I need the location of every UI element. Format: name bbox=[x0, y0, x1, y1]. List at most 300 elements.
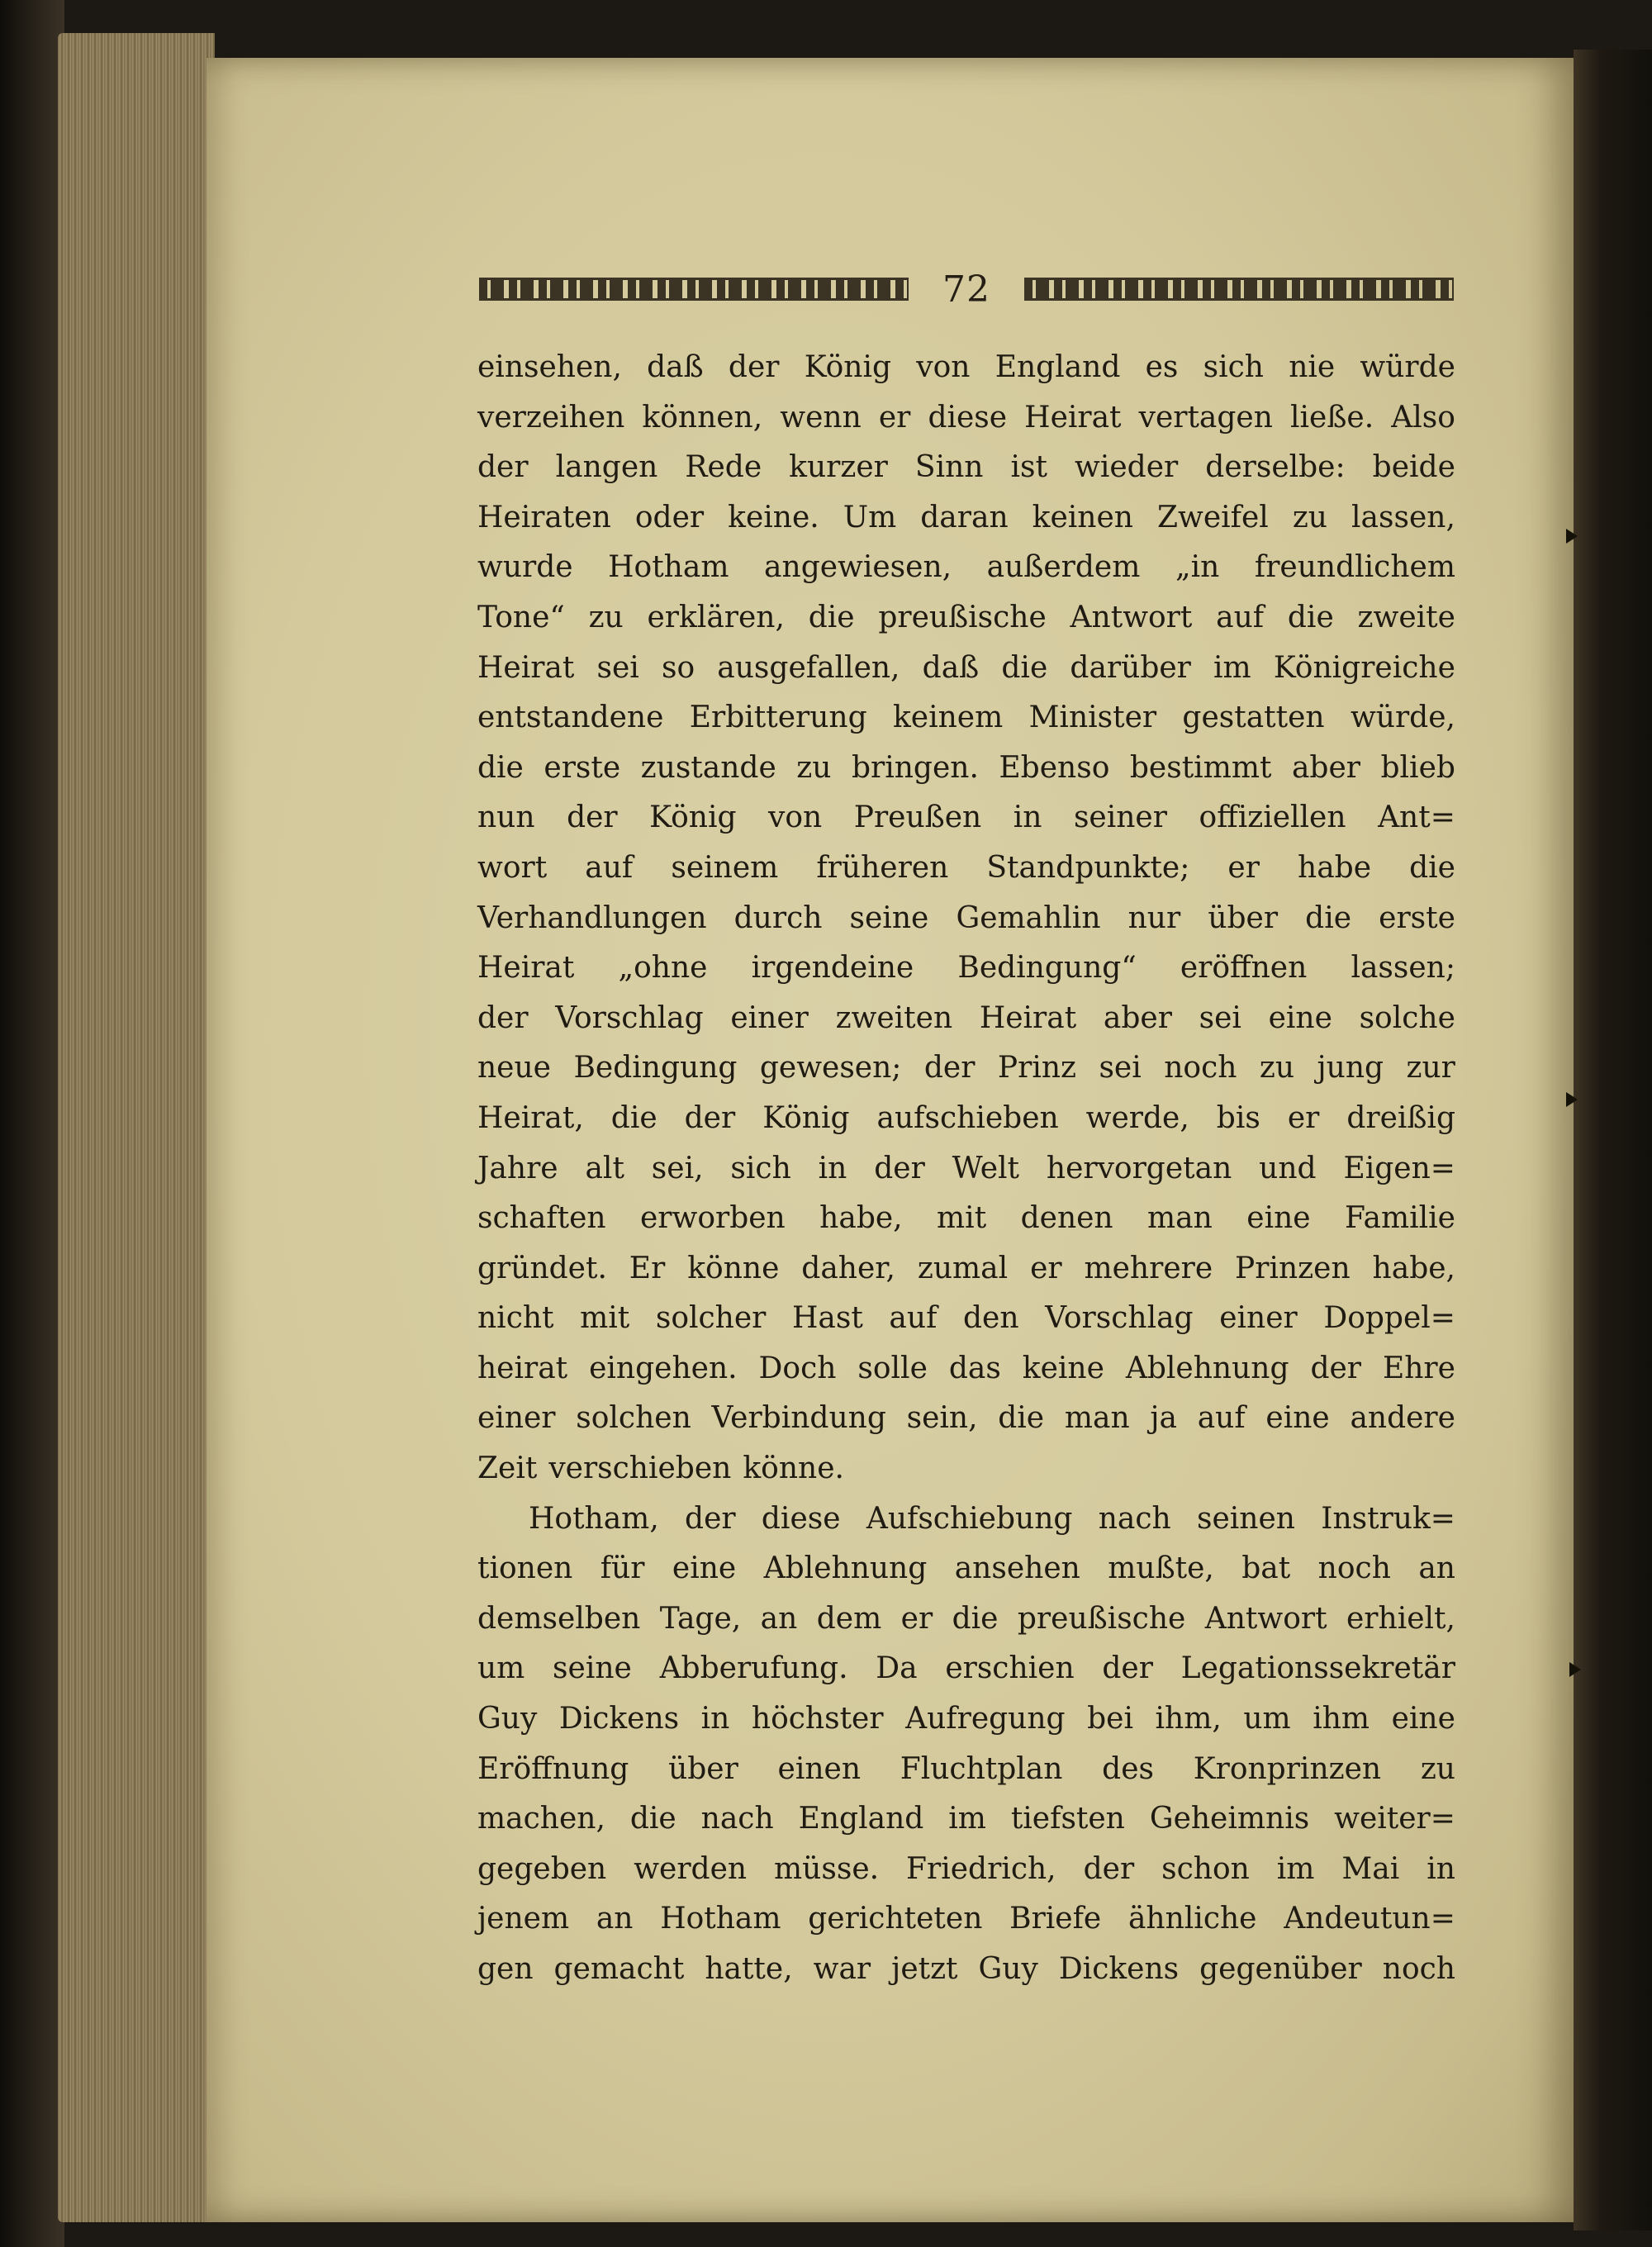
text-line bbox=[477, 1745, 1455, 1795]
word: Fluchtplan bbox=[900, 1751, 1063, 1786]
text-line bbox=[477, 943, 1455, 994]
word: Ablehnung bbox=[1125, 1351, 1289, 1385]
word: gegenüber bbox=[1199, 1952, 1362, 1986]
word: verzeihen bbox=[477, 400, 625, 435]
word: könne bbox=[687, 1251, 780, 1285]
word: habe, bbox=[1372, 1251, 1455, 1285]
word: Bedingung“ bbox=[957, 951, 1137, 986]
word: solchen bbox=[576, 1401, 691, 1436]
text-line bbox=[477, 693, 1455, 743]
text-line bbox=[477, 1845, 1455, 1895]
word: des bbox=[1102, 1751, 1154, 1786]
word: König bbox=[804, 350, 892, 384]
word: auf bbox=[585, 850, 634, 885]
word: im bbox=[948, 1802, 986, 1836]
word: mehrere bbox=[1084, 1251, 1213, 1285]
text-line bbox=[477, 1144, 1455, 1195]
word: ließe. bbox=[1290, 400, 1374, 435]
text-line bbox=[477, 1244, 1455, 1295]
word: schaften bbox=[477, 1201, 606, 1236]
word: gestatten bbox=[1182, 701, 1325, 735]
word: Aufregung bbox=[905, 1702, 1066, 1736]
page-number: 72 bbox=[942, 268, 990, 311]
word: er bbox=[1227, 850, 1260, 885]
word: erste bbox=[1379, 900, 1455, 935]
word: Eigen= bbox=[1343, 1151, 1455, 1185]
word: habe, bbox=[819, 1201, 903, 1236]
word: England bbox=[798, 1802, 924, 1836]
word: jetzt bbox=[891, 1952, 958, 1986]
word: zweiten bbox=[835, 1000, 953, 1035]
word: nie bbox=[1289, 350, 1336, 384]
text-line bbox=[477, 1544, 1455, 1594]
word: oder bbox=[634, 500, 705, 534]
word: ihm bbox=[1313, 1702, 1370, 1736]
ornament-right-icon bbox=[1024, 278, 1454, 301]
word: ansehen bbox=[954, 1551, 1080, 1586]
word: zweite bbox=[1357, 600, 1455, 634]
word: könne. bbox=[743, 1451, 844, 1486]
text-line bbox=[477, 1894, 1455, 1945]
word: werde, bbox=[1085, 1100, 1189, 1135]
word: andere bbox=[1350, 1401, 1455, 1436]
word: erklären, bbox=[647, 600, 785, 634]
word: bis bbox=[1216, 1100, 1260, 1135]
word: Ablehnung bbox=[763, 1551, 928, 1586]
text-line bbox=[477, 1694, 1455, 1745]
word: bei bbox=[1087, 1702, 1133, 1736]
text-line bbox=[477, 1194, 1455, 1244]
word: Ehre bbox=[1382, 1351, 1455, 1385]
word: zumal bbox=[917, 1251, 1009, 1285]
word: Heirat bbox=[979, 1000, 1077, 1035]
word: die bbox=[610, 1100, 657, 1135]
word: Verhandlungen bbox=[477, 900, 707, 935]
word: Legationssekretär bbox=[1180, 1651, 1455, 1686]
word: ausgefallen, bbox=[717, 650, 900, 685]
word: darüber bbox=[1070, 650, 1191, 685]
word: Tage, bbox=[659, 1601, 742, 1636]
word: „ohne bbox=[618, 951, 708, 986]
word: Hast bbox=[792, 1301, 863, 1336]
word: das bbox=[948, 1351, 1001, 1385]
word: höchster bbox=[751, 1702, 884, 1736]
word: den bbox=[963, 1301, 1019, 1336]
word: Königreiche bbox=[1273, 650, 1455, 685]
word: tiefsten bbox=[1010, 1802, 1125, 1836]
word: seine bbox=[849, 900, 929, 935]
word: Heirat bbox=[1024, 400, 1122, 435]
word: die bbox=[1409, 850, 1455, 885]
word: Er bbox=[629, 1251, 666, 1285]
word: keine. bbox=[728, 500, 819, 534]
book-cover-edge bbox=[0, 0, 64, 2247]
book-gutter bbox=[1574, 50, 1652, 2230]
word: gründet. bbox=[477, 1251, 607, 1285]
word: Mai bbox=[1341, 1851, 1400, 1886]
text-line bbox=[477, 1945, 1455, 1995]
word: in bbox=[1427, 1851, 1455, 1886]
word: Gemahlin bbox=[956, 900, 1101, 935]
word: eine bbox=[1246, 1201, 1311, 1236]
word: Aufschiebung bbox=[866, 1501, 1073, 1536]
word: Sinn bbox=[914, 450, 984, 485]
word: mußte, bbox=[1108, 1551, 1214, 1586]
text-line bbox=[477, 843, 1455, 894]
word: dem bbox=[816, 1601, 882, 1636]
word: Hotham bbox=[608, 550, 729, 585]
word: seinen bbox=[1197, 1501, 1295, 1536]
word: sei, bbox=[651, 1151, 704, 1185]
word: tionen bbox=[477, 1551, 573, 1586]
word: Zeit bbox=[477, 1451, 538, 1486]
word: weiter= bbox=[1334, 1802, 1455, 1836]
word: dreißig bbox=[1346, 1100, 1455, 1135]
word: jung bbox=[1317, 1051, 1384, 1085]
word: der bbox=[1310, 1351, 1362, 1385]
word: Ebenso bbox=[999, 750, 1110, 785]
word: er bbox=[1030, 1251, 1062, 1285]
text-line bbox=[477, 644, 1455, 694]
word: Verbindung bbox=[711, 1401, 886, 1436]
word: auf bbox=[1197, 1401, 1246, 1436]
page-stack bbox=[58, 33, 215, 2222]
word: im bbox=[1276, 1851, 1315, 1886]
word: einer bbox=[477, 1401, 556, 1436]
word: aber bbox=[1291, 750, 1360, 785]
text-line bbox=[477, 1644, 1455, 1694]
word: preußische bbox=[878, 600, 1047, 634]
word: auf bbox=[1216, 600, 1265, 634]
word: lassen; bbox=[1351, 951, 1455, 986]
word: König bbox=[649, 800, 737, 835]
text-line bbox=[477, 543, 1455, 593]
word: Prinzen bbox=[1235, 1251, 1351, 1285]
word: langen bbox=[555, 450, 658, 485]
text-line bbox=[477, 1094, 1455, 1144]
word: zu bbox=[1292, 500, 1327, 534]
word: Guy bbox=[477, 1702, 538, 1736]
word: der bbox=[923, 1051, 976, 1085]
word: Heirat, bbox=[477, 1100, 584, 1135]
word: bringen. bbox=[851, 750, 979, 785]
word: aber bbox=[1103, 1000, 1172, 1035]
word: die bbox=[952, 1601, 999, 1636]
text-line bbox=[477, 443, 1455, 493]
word: Friedrich, bbox=[906, 1851, 1056, 1886]
word: noch bbox=[1164, 1051, 1237, 1085]
word: nach bbox=[700, 1802, 774, 1836]
word: bestimmt bbox=[1129, 750, 1272, 785]
word: sei bbox=[1199, 1000, 1241, 1035]
word: zu bbox=[1420, 1751, 1455, 1786]
word: noch bbox=[1317, 1551, 1391, 1586]
word: daher, bbox=[801, 1251, 895, 1285]
word: der bbox=[567, 800, 618, 835]
word: Eröffnung bbox=[477, 1751, 629, 1786]
word: diese bbox=[761, 1501, 841, 1536]
word: Hotham bbox=[660, 1902, 781, 1936]
word: seinem bbox=[671, 850, 779, 885]
word: erworben bbox=[640, 1201, 786, 1236]
word: Welt bbox=[952, 1151, 1020, 1185]
word: an bbox=[760, 1601, 798, 1636]
margin-mark-icon bbox=[1566, 1092, 1578, 1107]
word: er bbox=[900, 1601, 933, 1636]
word: zur bbox=[1406, 1051, 1455, 1085]
word: nach bbox=[1098, 1501, 1171, 1536]
word: einer bbox=[730, 1000, 809, 1035]
word: der bbox=[477, 450, 529, 485]
word: Briefe bbox=[1009, 1902, 1102, 1936]
word: denen bbox=[1020, 1201, 1113, 1236]
word: blieb bbox=[1380, 750, 1455, 785]
word: Vorschlag bbox=[555, 1000, 704, 1035]
word: Doch bbox=[758, 1351, 837, 1385]
word: Also bbox=[1391, 400, 1455, 435]
word: daran bbox=[920, 500, 1009, 534]
word: demselben bbox=[477, 1601, 641, 1636]
word: zu bbox=[588, 600, 624, 634]
word: seine bbox=[553, 1651, 632, 1686]
word: gewesen; bbox=[759, 1051, 902, 1085]
word: eine bbox=[1391, 1702, 1455, 1736]
word: Tone“ bbox=[477, 600, 565, 634]
word: für bbox=[600, 1551, 645, 1586]
word: Andeutun= bbox=[1284, 1902, 1455, 1936]
word: Doppel= bbox=[1323, 1301, 1455, 1336]
text-line bbox=[477, 593, 1455, 644]
word: der bbox=[728, 350, 780, 384]
word: irgendeine bbox=[751, 951, 914, 986]
text-line bbox=[477, 743, 1455, 794]
word: sich bbox=[1203, 350, 1264, 384]
word: ähnliche bbox=[1127, 1902, 1257, 1936]
word: um bbox=[1243, 1702, 1291, 1736]
word: Bedingung bbox=[573, 1051, 738, 1085]
word: solche bbox=[1359, 1000, 1455, 1035]
word: die bbox=[1305, 900, 1352, 935]
word: um bbox=[477, 1651, 525, 1686]
margin-mark-icon bbox=[1566, 529, 1578, 544]
word: gemacht bbox=[553, 1952, 685, 1986]
word: von bbox=[916, 350, 971, 384]
word: einer bbox=[1219, 1301, 1298, 1336]
word: vertagen bbox=[1138, 400, 1273, 435]
word: von bbox=[768, 800, 823, 835]
word: im bbox=[1213, 650, 1251, 685]
word: wort bbox=[477, 850, 548, 885]
word: Instruk= bbox=[1321, 1501, 1455, 1536]
word: die bbox=[477, 750, 524, 785]
word: keinem bbox=[892, 701, 1004, 735]
word: verschieben bbox=[548, 1451, 732, 1486]
word: freundlichem bbox=[1254, 550, 1455, 585]
word: mit bbox=[937, 1201, 987, 1236]
word: die bbox=[1001, 650, 1048, 685]
word: lassen, bbox=[1351, 500, 1455, 534]
word: der bbox=[685, 1501, 736, 1536]
word: Dickens bbox=[1058, 1952, 1180, 1986]
word: hatte, bbox=[705, 1952, 793, 1986]
word: Minister bbox=[1028, 701, 1157, 735]
word: außerdem bbox=[986, 550, 1141, 585]
word: gerichteten bbox=[808, 1902, 983, 1936]
word: eine bbox=[1268, 1000, 1332, 1035]
word: früheren bbox=[816, 850, 949, 885]
word: König bbox=[762, 1100, 850, 1135]
text-line bbox=[477, 994, 1455, 1044]
word: derselbe: bbox=[1205, 450, 1346, 485]
word: wurde bbox=[477, 550, 573, 585]
word: England bbox=[995, 350, 1121, 384]
word: schon bbox=[1161, 1851, 1250, 1886]
word: war bbox=[813, 1952, 871, 1986]
word: Ant= bbox=[1378, 800, 1455, 835]
word: zu bbox=[796, 750, 832, 785]
word: Antwort bbox=[1204, 1601, 1327, 1636]
word: die bbox=[629, 1802, 676, 1836]
word: kurzer bbox=[789, 450, 888, 485]
word: zu bbox=[1259, 1051, 1295, 1085]
word: wieder bbox=[1075, 450, 1179, 485]
word: werden bbox=[634, 1851, 748, 1886]
word: erste bbox=[544, 750, 621, 785]
word: Preußen bbox=[853, 800, 982, 835]
word: einen bbox=[777, 1751, 862, 1786]
word: Heirat bbox=[477, 650, 575, 685]
text-line bbox=[477, 343, 1455, 393]
word: Standpunkte; bbox=[986, 850, 1190, 885]
word: Abberufung. bbox=[659, 1651, 848, 1686]
word: aufschieben bbox=[876, 1100, 1059, 1135]
word: bat bbox=[1241, 1551, 1291, 1586]
word: heirat bbox=[477, 1351, 568, 1385]
margin-mark-icon bbox=[1569, 1662, 1581, 1677]
word: habe bbox=[1298, 850, 1372, 885]
word: die bbox=[998, 1401, 1045, 1436]
ornament-left-icon bbox=[479, 278, 909, 301]
word: die bbox=[1287, 600, 1334, 634]
page-header bbox=[479, 264, 1454, 314]
word: eröffnen bbox=[1180, 951, 1308, 986]
word: preußische bbox=[1017, 1601, 1186, 1636]
text-line bbox=[477, 1444, 1455, 1494]
word: Prinz bbox=[997, 1051, 1076, 1085]
word: und bbox=[1259, 1151, 1317, 1185]
text-line bbox=[477, 1594, 1455, 1645]
word: Erbitterung bbox=[689, 701, 867, 735]
word: solle bbox=[857, 1351, 928, 1385]
word: man bbox=[1064, 1401, 1130, 1436]
word: an bbox=[596, 1902, 634, 1936]
word: sein, bbox=[906, 1401, 978, 1436]
word: man bbox=[1147, 1201, 1213, 1236]
word: neue bbox=[477, 1051, 551, 1085]
word: es bbox=[1145, 350, 1179, 384]
word: Dickens bbox=[558, 1702, 680, 1736]
word: beide bbox=[1372, 450, 1455, 485]
word: keine bbox=[1022, 1351, 1104, 1385]
word: er bbox=[878, 400, 911, 435]
word: solcher bbox=[655, 1301, 767, 1336]
word: eingehen. bbox=[589, 1351, 738, 1385]
word: alt bbox=[585, 1151, 624, 1185]
word: Familie bbox=[1345, 1201, 1455, 1236]
word: der bbox=[1083, 1851, 1135, 1886]
word: die bbox=[808, 600, 855, 634]
word: nicht bbox=[477, 1301, 554, 1336]
word: entstandene bbox=[477, 701, 664, 735]
word: der bbox=[1102, 1651, 1153, 1686]
word: er bbox=[1287, 1100, 1320, 1135]
word: Antwort bbox=[1070, 600, 1193, 634]
word: machen, bbox=[477, 1802, 605, 1836]
text-line bbox=[477, 793, 1455, 843]
text-line bbox=[477, 894, 1455, 944]
word: daß bbox=[922, 650, 980, 685]
word: eine bbox=[1265, 1401, 1330, 1436]
word: diese bbox=[928, 400, 1008, 435]
text-line bbox=[477, 1294, 1455, 1344]
word: mit bbox=[580, 1301, 630, 1336]
word: Guy bbox=[978, 1952, 1038, 1986]
word: erschien bbox=[945, 1651, 1075, 1686]
word: noch bbox=[1382, 1952, 1455, 1986]
word: in bbox=[818, 1151, 847, 1185]
word: angewiesen, bbox=[764, 550, 952, 585]
word: offiziellen bbox=[1199, 800, 1346, 835]
word: gegeben bbox=[477, 1851, 607, 1886]
text-line bbox=[477, 1043, 1455, 1094]
body-text bbox=[477, 343, 1455, 1995]
word: Hotham, bbox=[529, 1501, 659, 1536]
word: eine bbox=[672, 1551, 737, 1586]
word: sich bbox=[730, 1151, 791, 1185]
word: in bbox=[1013, 800, 1042, 835]
word: seiner bbox=[1073, 800, 1167, 835]
word: in bbox=[700, 1702, 730, 1736]
word: Vorschlag bbox=[1045, 1301, 1194, 1336]
word: ja bbox=[1150, 1401, 1177, 1436]
text-line bbox=[477, 393, 1455, 444]
word: der bbox=[874, 1151, 925, 1185]
word: Rede bbox=[685, 450, 762, 485]
word: auf bbox=[889, 1301, 938, 1336]
text-line bbox=[477, 1344, 1455, 1394]
word: sei bbox=[1099, 1051, 1142, 1085]
word: über bbox=[668, 1751, 738, 1786]
word: keinen bbox=[1032, 500, 1133, 534]
word: der bbox=[684, 1100, 736, 1135]
word: jenem bbox=[477, 1902, 570, 1936]
word: nun bbox=[477, 800, 535, 835]
word: wenn bbox=[780, 400, 862, 435]
text-line bbox=[477, 1494, 1455, 1545]
text-line bbox=[477, 1394, 1455, 1444]
word: ihm, bbox=[1155, 1702, 1222, 1736]
word: zustande bbox=[640, 750, 776, 785]
word: sei bbox=[596, 650, 639, 685]
word: Da bbox=[876, 1651, 918, 1686]
word: so bbox=[661, 650, 695, 685]
word: Heirat bbox=[477, 951, 575, 986]
word: Heiraten bbox=[477, 500, 611, 534]
word: durch bbox=[733, 900, 823, 935]
word: Kronprinzen bbox=[1193, 1751, 1382, 1786]
word: daß bbox=[647, 350, 704, 384]
word: hervorgetan bbox=[1046, 1151, 1232, 1185]
